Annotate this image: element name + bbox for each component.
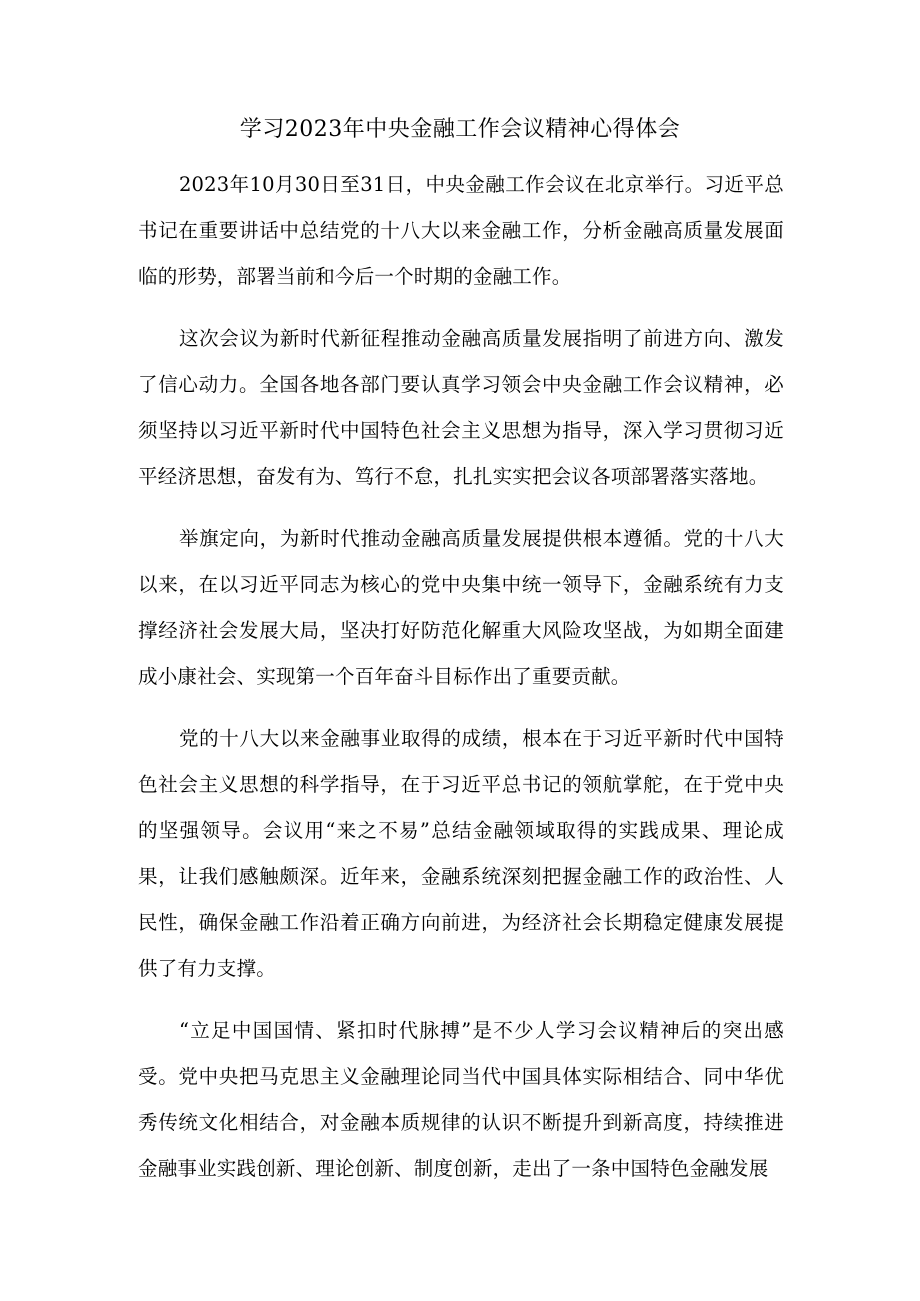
document-body bbox=[138, 162, 784, 1208]
paragraph-2: 这次会议为新时代新征程推动金融高质量发展指明了前进方向、激发了信心动力。全国各地各部门要认真学习领会中央金融工作会议精神，必须坚持以习近平新时代中国特色社会主义思想为指导，深入学习贯彻习近平经济思想，奋发有为、笃行不怠，扎扎实实把会议各项部署落实落地。 bbox=[138, 327, 784, 488]
paragraph-1: 2023年10月30日至31日，中央金融工作会议在北京举行。习近平总书记在重要讲话中总结党的十八大以来金融工作，分析金融高质量发展面临的形势，部署当前和今后一个时期的金融工作。 bbox=[138, 173, 784, 288]
document-title: 学习2023年中央金融工作会议精神心得体会 bbox=[239, 117, 681, 142]
paragraph-5: “立足中国国情、紧扣时代脉搏”是不少人学习会议精神后的突出感受。党中央把马克思主义金融理论同当代中国具体实际相结合、同中华优秀传统文化相结合，对金融本质规律的认识不断提升到新高度，持续推进金融事业实践创新、理论创新、制度创新，走出了一条中国特色金融发展 bbox=[138, 1019, 784, 1180]
paragraph-4: 党的十八大以来金融事业取得的成绩，根本在于习近平新时代中国特色社会主义思想的科学指导，在于习近平总书记的领航掌舵，在于党中央的坚强领导。会议用“来之不易”总结金融领域取得的实践成果、理论成果，让我们感触颇深。近年来，金融系统深刻把握金融工作的政治性、人民性，确保金融工作沿着正确方向前进，为经济社会长期稳定健康发展提供了有力支撑。 bbox=[138, 727, 784, 980]
paragraph-3: 举旗定向，为新时代推动金融高质量发展提供根本遵循。党的十八大以来，在以习近平同志为核心的党中央集中统一领导下，金融系统有力支撑经济社会发展大局，坚决打好防范化解重大风险攻坚战，为如期全面建成小康社会、实现第一个百年奋斗目标作出了重要贡献。 bbox=[138, 527, 784, 688]
